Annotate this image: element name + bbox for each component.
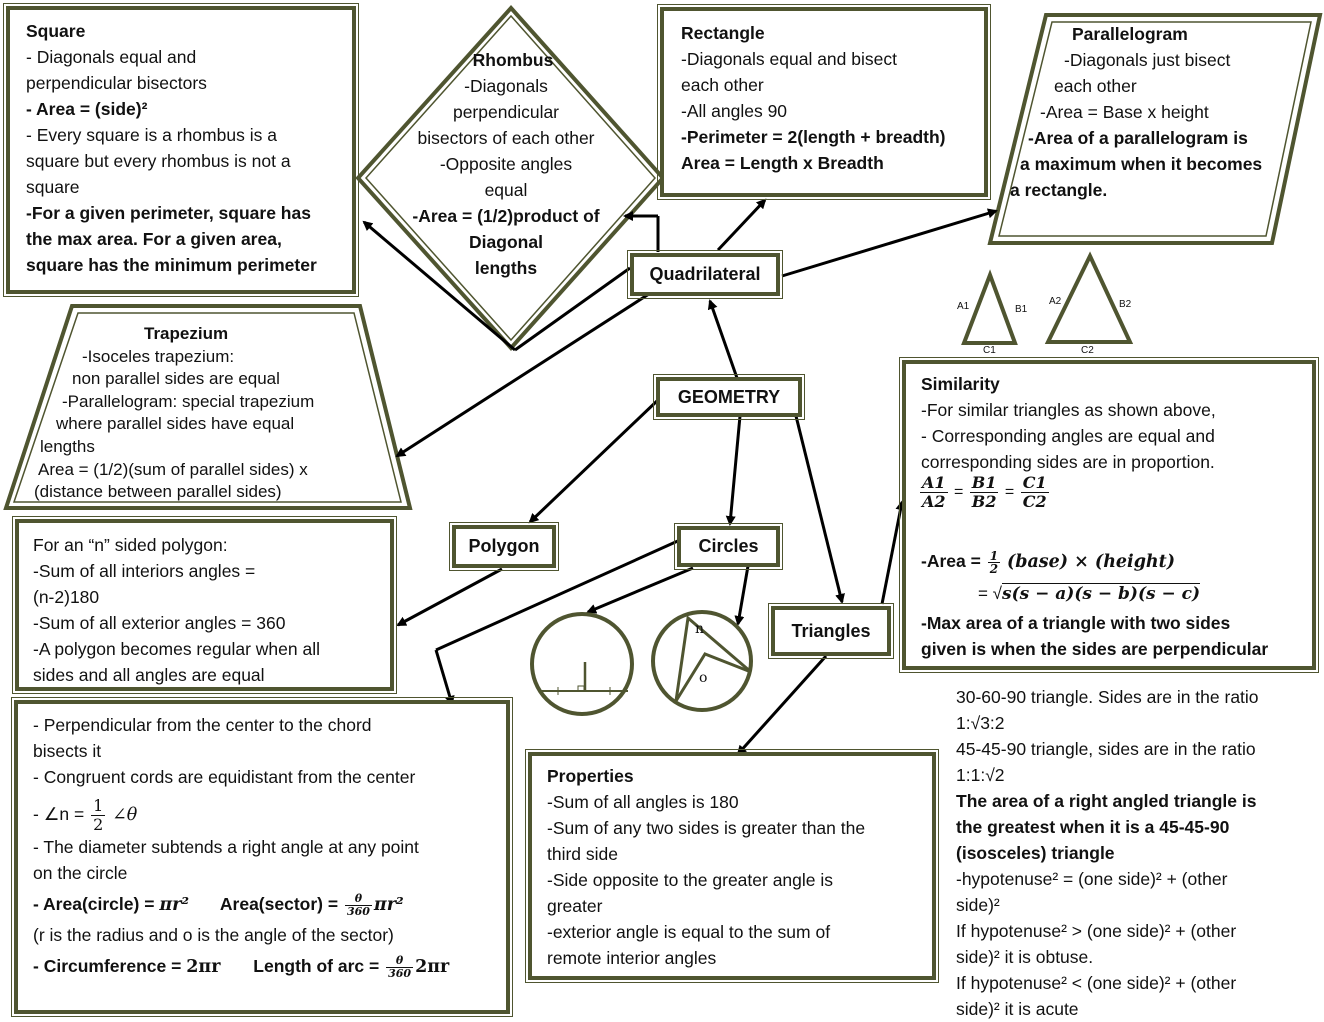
circumference-formula: 2πr <box>186 957 221 977</box>
rhombus-line-1: -Diagonals <box>464 76 548 96</box>
properties-title: Properties <box>547 766 634 786</box>
angle-den: 2 <box>93 814 104 834</box>
arrow-geometry-polygon <box>530 400 658 522</box>
properties-line-1: -Sum of all angles is 180 <box>547 792 739 812</box>
arc-num: θ <box>386 955 413 968</box>
circle-line-2: bisects it <box>33 741 102 761</box>
trapezium-text <box>34 323 314 504</box>
square-line-8: the max area. For a given area, <box>26 229 282 249</box>
circle-line-7 <box>33 886 449 922</box>
circle-line-6: on the circle <box>33 863 128 883</box>
polygon-line-6: sides and all angles are equal <box>33 665 265 685</box>
ratio-a1: A1 <box>922 473 946 492</box>
arrow-circles-box-b <box>436 650 452 704</box>
trapezium-line-1: -Isoceles trapezium: <box>82 346 235 366</box>
tri-label-b1: B1 <box>1015 304 1028 315</box>
area-circle-formula: πr² <box>159 895 190 915</box>
area-circle-label: - Area(circle) = <box>33 894 155 914</box>
heron-formula <box>978 584 1200 604</box>
area-sector-label: Area(sector) = <box>219 894 339 914</box>
heron-expression: s(s − a)(s − b)(s − c) <box>1002 584 1201 604</box>
parallelogram-line-6: a rectangle. <box>1010 180 1108 200</box>
area-label: -Area = <box>921 551 981 572</box>
rhombus-line-7: Diagonal <box>469 232 543 252</box>
similarity-text <box>921 371 1216 475</box>
square-title: Square <box>26 21 86 41</box>
rhombus-line-4: -Opposite angles <box>439 154 573 174</box>
square-line-6: square <box>26 177 80 197</box>
arrow-circles-circle2 <box>738 566 748 624</box>
rectangle-line-3: -All angles 90 <box>681 101 788 121</box>
similarity-line-3: corresponding sides are in proportion. <box>921 452 1215 472</box>
rectangle-line-4: -Perimeter = 2(length + breadth) <box>681 127 946 147</box>
ratio-a2: A2 <box>922 492 946 511</box>
arrow-quadrilateral-rectangle <box>718 200 765 250</box>
triangle-area-formula <box>921 550 1175 575</box>
ratio-c1: C1 <box>1022 473 1047 492</box>
rectangle-line-5: Area = Length x Breadth <box>681 153 884 173</box>
rhombus-text <box>396 47 616 281</box>
right-triangle-notes <box>956 684 1259 1022</box>
rhombus-line-3: bisectors of each other <box>417 128 595 148</box>
similarity-line-1: -For similar triangles as shown above, <box>921 400 1216 420</box>
arrow-geometry-triangles <box>796 416 842 602</box>
parallelogram-text <box>1008 21 1262 203</box>
right-line-13: side)² it is acute <box>956 999 1079 1019</box>
similarity-title: Similarity <box>921 374 1000 394</box>
square-line-4: - Every square is a rhombus is a <box>26 125 277 145</box>
polygon-line-5: -A polygon becomes regular when all <box>33 639 320 659</box>
trapezium-line-7: (distance between parallel sides) <box>34 482 282 502</box>
trapezium-line-5: lengths <box>40 436 95 456</box>
rectangle-line-1: -Diagonals equal and bisect <box>681 49 897 69</box>
right-line-4: 1:1:√2 <box>956 765 1005 785</box>
circle-label-o: o <box>699 670 708 686</box>
tri-label-c1: C1 <box>983 345 996 356</box>
square-line-9: square has the minimum perimeter <box>26 255 317 275</box>
trapezium-line-2: non parallel sides are equal <box>72 369 280 389</box>
circle-line-9 <box>33 948 449 984</box>
trapezium-line-6: Area = (1/2)(sum of parallel sides) x <box>38 459 308 479</box>
sector-num: θ <box>345 893 372 906</box>
arc-den: 360 <box>388 966 412 980</box>
right-line-12: If hypotenuse² < (one side)² + (other <box>956 973 1237 993</box>
rectangle-text <box>681 20 946 176</box>
polygon-line-2: -Sum of all interiors angles = <box>33 561 256 581</box>
heron-eq: = <box>978 584 988 603</box>
arrow-geometry-circles <box>730 416 740 524</box>
properties-line-2: -Sum of any two sides is greater than the <box>547 818 866 838</box>
parallelogram-line-3: -Area = Base x height <box>1040 102 1209 122</box>
arc-length-formula: 2πr <box>415 957 450 977</box>
polygon-line-3: (n-2)180 <box>33 587 100 607</box>
right-line-2: 1:√3:2 <box>956 713 1005 733</box>
rhombus-line-5: equal <box>484 180 528 200</box>
sector-den: 360 <box>346 904 370 918</box>
similarity-line-4: -Max area of a triangle with two sides <box>921 613 1231 633</box>
angle-num: 1 <box>93 795 104 815</box>
tri-label-a1: A1 <box>957 301 970 312</box>
trapezium-title: Trapezium <box>144 324 229 343</box>
square-line-2: perpendicular bisectors <box>26 73 207 93</box>
angle-n-label: - ∠n = <box>33 804 85 824</box>
circle-line-5: - The diameter subtends a right angle at any point <box>33 837 419 857</box>
polygon-node[interactable]: Polygon <box>452 525 556 568</box>
trapezium-line-4: where parallel sides have equal <box>56 414 295 434</box>
tri-label-a2: A2 <box>1049 296 1062 307</box>
right-line-1: 30-60-90 triangle. Sides are in the ratio <box>956 687 1259 707</box>
triangles-node[interactable]: Triangles <box>771 606 891 656</box>
similarity-ratio <box>918 474 1051 511</box>
right-line-6: the greatest when it is a 45-45-90 <box>956 817 1230 837</box>
right-line-8: -hypotenuse² = (one side)² + (other <box>956 869 1228 889</box>
ratio-eq-2: = <box>1004 483 1015 501</box>
parallelogram-line-5: a maximum when it becomes <box>1020 154 1263 174</box>
sqrt-icon: √ <box>992 584 1003 603</box>
triangle-1 <box>964 275 1015 343</box>
circle-label-n: n <box>695 621 705 637</box>
area-sector-formula: πr² <box>373 895 404 915</box>
quadrilateral-node[interactable]: Quadrilateral <box>630 253 780 296</box>
arrow-quadrilateral-parallelogram <box>782 211 996 276</box>
polygon-text <box>33 532 320 688</box>
right-line-10: If hypotenuse² > (one side)² + (other <box>956 921 1237 941</box>
properties-line-5: greater <box>547 896 603 916</box>
square-line-1: - Diagonals equal and <box>26 47 197 67</box>
right-line-3: 45-45-90 triangle, sides are in the ratio <box>956 739 1256 759</box>
right-line-9: side)² <box>956 895 1000 915</box>
circle-line-1: - Perpendicular from the center to the chord <box>33 715 372 735</box>
tri-label-b2: B2 <box>1119 299 1132 310</box>
ratio-b1: B1 <box>971 473 997 492</box>
area-half-num: 1 <box>989 549 999 563</box>
parallelogram-line-1: -Diagonals just bisect <box>1064 50 1231 70</box>
parallelogram-line-4: -Area of a parallelogram is <box>1028 128 1248 148</box>
ratio-b2: B2 <box>971 492 997 511</box>
circle-line-4 <box>33 794 449 834</box>
square-line-5: square but every rhombus is not a <box>26 151 291 171</box>
similarity-line-5: given is when the sides are perpendicular <box>921 639 1269 659</box>
circles-node[interactable]: Circles <box>677 526 780 567</box>
rhombus-line-2: perpendicular <box>452 102 560 122</box>
right-line-11: side)² it is obtuse. <box>956 947 1094 967</box>
properties-line-4: -Side opposite to the greater angle is <box>547 870 834 890</box>
polygon-line-1: For an “n” sided polygon: <box>33 535 228 555</box>
tri-label-c2: C2 <box>1081 345 1094 356</box>
properties-line-6: -exterior angle is equal to the sum of <box>547 922 831 942</box>
rectangle-title: Rectangle <box>681 23 765 43</box>
square-line-7: -For a given perimeter, square has <box>26 203 311 223</box>
angle-theta: ∠θ <box>112 805 138 825</box>
circle-properties-text <box>33 712 449 984</box>
parallelogram-title: Parallelogram <box>1072 24 1188 44</box>
rhombus-line-6: -Area = (1/2)product of <box>412 206 600 226</box>
arrow-polygon-box <box>398 569 502 625</box>
area-base-height: (base) × (height) <box>1006 552 1176 573</box>
right-line-7: (isosceles) triangle <box>956 843 1115 863</box>
circle-line-3: - Congruent cords are equidistant from the center <box>33 767 416 787</box>
right-line-5: The area of a right angled triangle is <box>956 791 1257 811</box>
circumference-label: - Circumference = <box>33 956 182 976</box>
square-line-3: - Area = (side)² <box>26 99 148 119</box>
geometry-node[interactable]: GEOMETRY <box>656 377 802 417</box>
polygon-line-4: -Sum of all exterior angles = 360 <box>33 613 286 633</box>
parallelogram-line-2: each other <box>1054 76 1137 96</box>
area-half-den: 2 <box>989 562 999 576</box>
rhombus-title: Rhombus <box>472 50 554 70</box>
circle-line-8: (r is the radius and o is the angle of the sector) <box>33 925 394 945</box>
rhombus-line-8: lengths <box>474 258 538 278</box>
arrow-geometry-quadrilateral <box>710 301 737 378</box>
properties-line-7: remote interior angles <box>547 948 717 968</box>
properties-line-3: third side <box>547 844 619 864</box>
trapezium-line-3: -Parallelogram: special trapezium <box>62 391 315 411</box>
ratio-eq-1: = <box>954 483 964 501</box>
rectangle-line-2: each other <box>681 75 764 95</box>
arrow-triangles-similarity <box>882 502 902 604</box>
similarity-text-2 <box>921 610 1268 662</box>
circle-chord-diagram <box>532 614 632 714</box>
similarity-line-2: - Corresponding angles are equal and <box>921 426 1215 446</box>
ratio-c2: C2 <box>1022 492 1047 511</box>
arc-length-label: Length of arc = <box>253 956 380 976</box>
square-text <box>26 18 317 278</box>
triangle-properties-text <box>547 763 865 971</box>
